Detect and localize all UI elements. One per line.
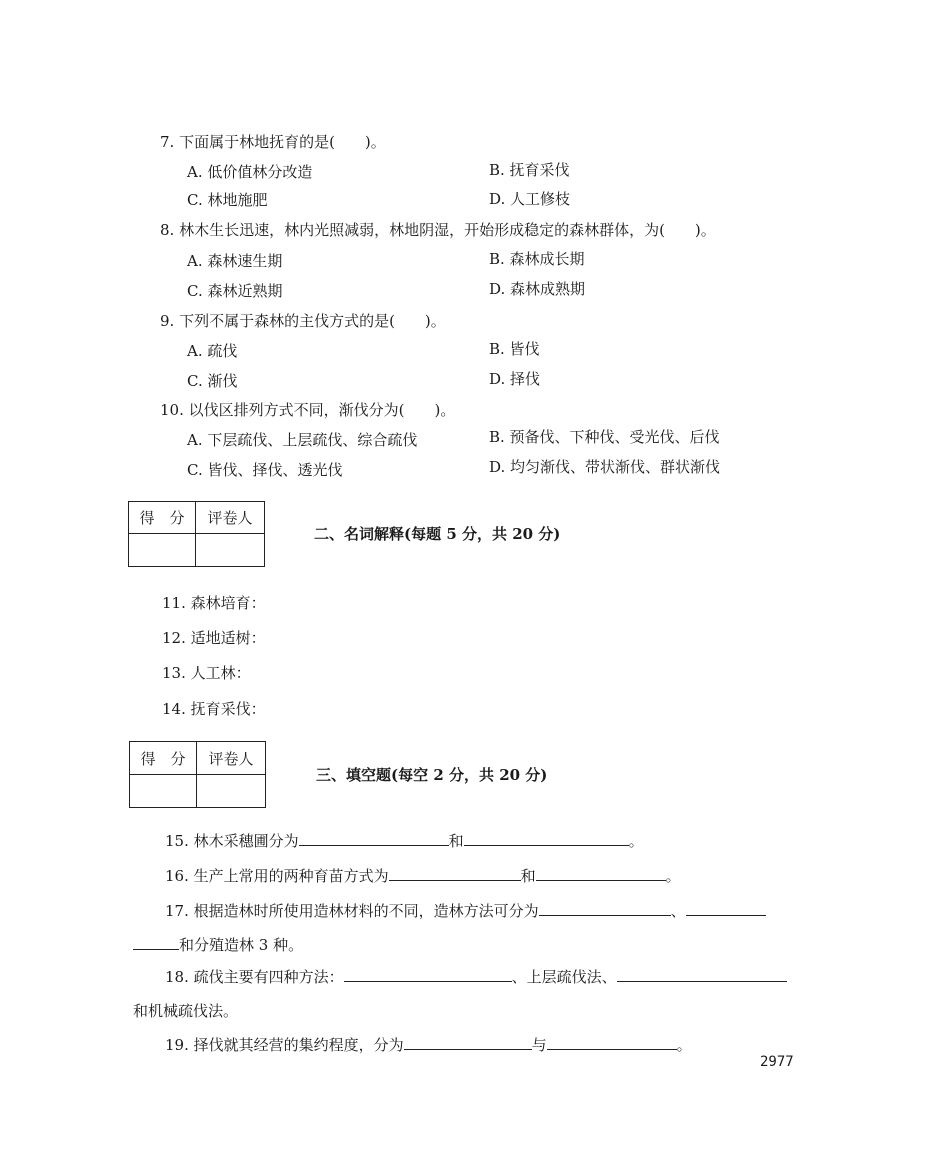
grader-label: 评卷人 bbox=[196, 502, 265, 534]
question-19-text: 19. 择伐就其经营的集约程度，分为 bbox=[165, 1036, 404, 1054]
page-number: 2977 bbox=[760, 1054, 794, 1070]
answer-blank-19a[interactable] bbox=[404, 1034, 532, 1050]
question-8-option-d: D. 森林成熟期 bbox=[489, 280, 586, 298]
question-18-continuation: 和机械疏伐法。 bbox=[133, 1002, 239, 1020]
question-7-option-a: A. 低价值林分改造 bbox=[187, 163, 313, 181]
section-2-title: 二、名词解释(每题 5 分，共 20 分) bbox=[314, 525, 561, 543]
question-15-connector: 和 bbox=[448, 832, 464, 850]
question-16-text: 16. 生产上常用的两种育苗方式为 bbox=[165, 867, 389, 885]
question-10-option-b: B. 预备伐、下种伐、受光伐、后伐 bbox=[489, 428, 720, 446]
score-cell bbox=[129, 534, 196, 567]
answer-blank-15b[interactable] bbox=[464, 830, 629, 846]
question-7-option-c: C. 林地施肥 bbox=[187, 191, 268, 209]
term-item-12: 12. 适地适树： bbox=[162, 629, 266, 647]
question-7-stem: 7. 下面属于林地抚育的是( )。 bbox=[160, 133, 386, 151]
answer-blank-17b[interactable] bbox=[686, 900, 766, 916]
question-16-connector: 和 bbox=[520, 867, 536, 885]
question-17-connector: 、 bbox=[670, 902, 686, 920]
question-9-option-b: B. 皆伐 bbox=[489, 340, 540, 358]
question-10-stem: 10. 以伐区排列方式不同，渐伐分为( )。 bbox=[160, 401, 456, 419]
question-9-option-d: D. 择伐 bbox=[489, 370, 541, 388]
question-7-option-b: B. 抚育采伐 bbox=[489, 161, 570, 179]
fill-question-17 bbox=[165, 900, 766, 921]
term-item-11: 11. 森林培育： bbox=[162, 594, 266, 612]
grader-cell bbox=[196, 534, 265, 567]
question-17-text: 17. 根据造林时所使用造林材料的不同，造林方法可分为 bbox=[165, 902, 539, 920]
answer-blank-16a[interactable] bbox=[389, 865, 521, 881]
fill-question-17-line2 bbox=[133, 934, 303, 955]
question-10-option-d: D. 均匀渐伐、带状渐伐、群状渐伐 bbox=[489, 458, 721, 476]
term-item-13: 13. 人工林： bbox=[162, 664, 251, 682]
question-8-option-a: A. 森林速生期 bbox=[187, 252, 283, 270]
fill-question-16 bbox=[165, 865, 681, 886]
fill-question-18 bbox=[165, 966, 787, 987]
question-15-text: 15. 林木采穗圃分为 bbox=[165, 832, 299, 850]
question-19-end: 。 bbox=[676, 1036, 692, 1054]
question-7-option-d: D. 人工修枝 bbox=[489, 190, 571, 208]
score-label: 得 分 bbox=[129, 502, 196, 534]
question-9-option-a: A. 疏伐 bbox=[187, 342, 238, 360]
question-10-option-c: C. 皆伐、择伐、透光伐 bbox=[187, 461, 343, 479]
score-box-section-2 bbox=[128, 501, 265, 567]
question-18-text: 18. 疏伐主要有四种方法： bbox=[165, 968, 344, 986]
score-box-section-3 bbox=[129, 741, 266, 808]
question-15-end: 。 bbox=[628, 832, 644, 850]
score-label: 得 分 bbox=[130, 742, 197, 775]
answer-blank-17c[interactable] bbox=[133, 934, 179, 950]
answer-blank-16b[interactable] bbox=[536, 865, 666, 881]
grader-cell bbox=[197, 775, 266, 808]
question-8-option-c: C. 森林近熟期 bbox=[187, 282, 283, 300]
question-8-stem: 8. 林木生长迅速，林内光照减弱，林地阴湿，开始形成稳定的森林群体，为( )。 bbox=[160, 221, 716, 239]
question-8-option-b: B. 森林成长期 bbox=[489, 250, 585, 268]
answer-blank-15a[interactable] bbox=[299, 830, 449, 846]
section-3-title: 三、填空题(每空 2 分，共 20 分) bbox=[316, 766, 548, 784]
grader-label: 评卷人 bbox=[197, 742, 266, 775]
fill-question-15 bbox=[165, 830, 644, 851]
question-17-continuation: 和分殖造林 3 种。 bbox=[179, 936, 304, 954]
score-cell bbox=[130, 775, 197, 808]
question-10-option-a: A. 下层疏伐、上层疏伐、综合疏伐 bbox=[187, 431, 418, 449]
fill-question-19 bbox=[165, 1034, 692, 1055]
question-16-end: 。 bbox=[665, 867, 681, 885]
question-18-connector: 、上层疏伐法、 bbox=[511, 968, 617, 986]
answer-blank-18b[interactable] bbox=[617, 966, 787, 982]
answer-blank-19b[interactable] bbox=[547, 1034, 677, 1050]
question-19-connector: 与 bbox=[531, 1036, 547, 1054]
answer-blank-18a[interactable] bbox=[344, 966, 512, 982]
answer-blank-17a[interactable] bbox=[539, 900, 671, 916]
question-9-stem: 9. 下列不属于森林的主伐方式的是( )。 bbox=[160, 312, 446, 330]
question-9-option-c: C. 渐伐 bbox=[187, 372, 238, 390]
term-item-14: 14. 抚育采伐： bbox=[162, 700, 266, 718]
